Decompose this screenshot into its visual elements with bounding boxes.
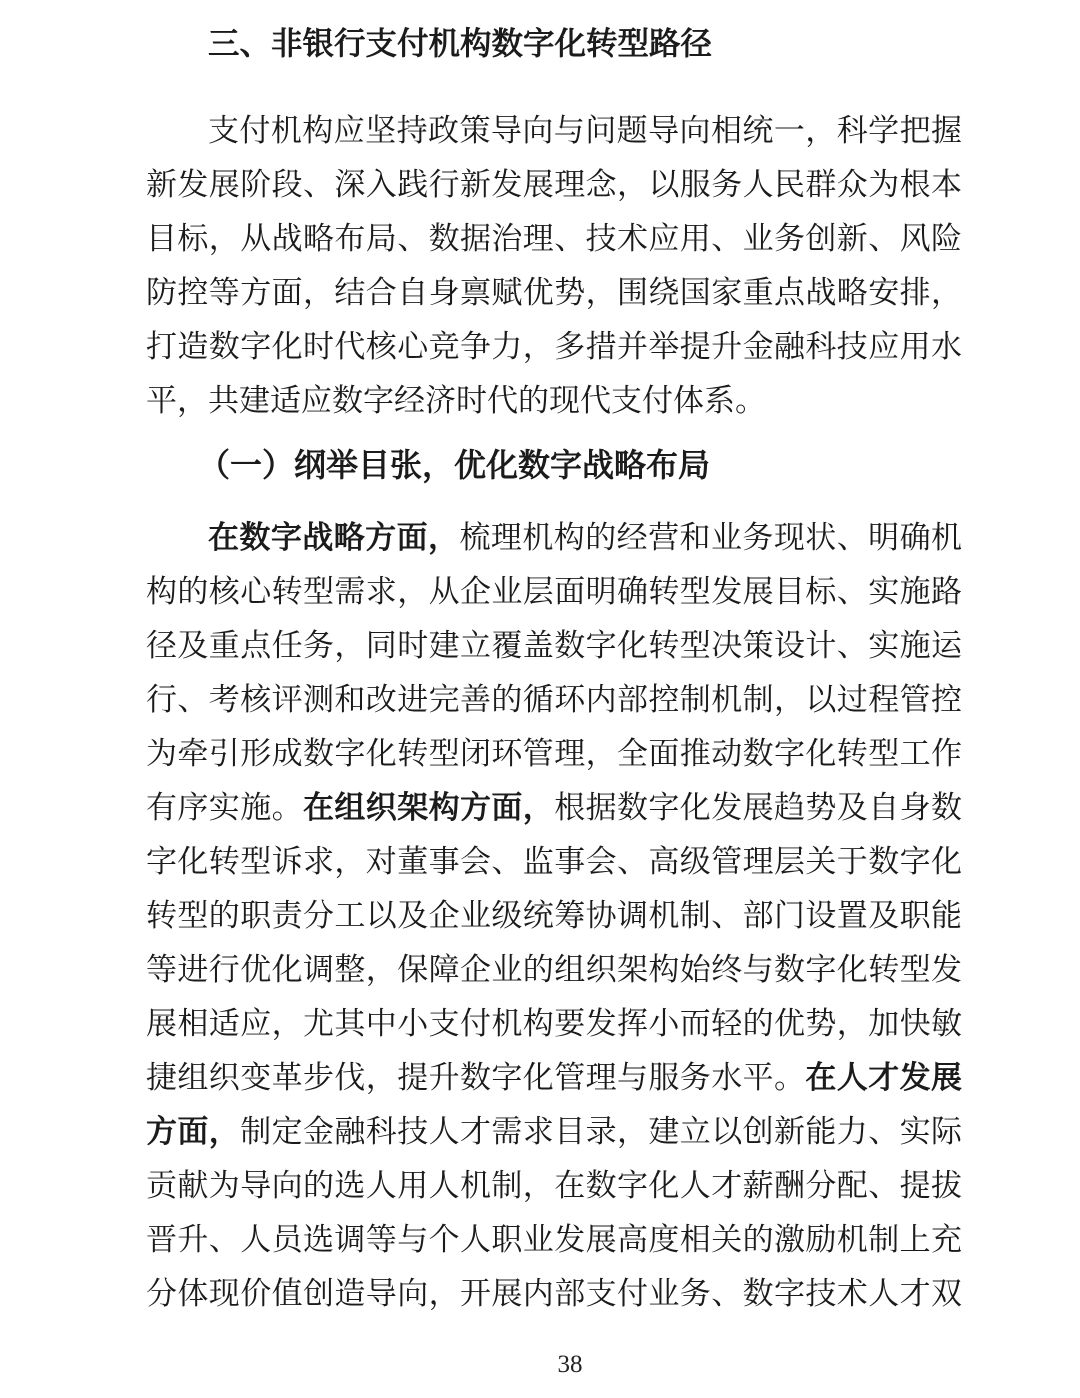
document-title: 三、非银行支付机构数字化转型路径: [208, 25, 713, 61]
text-run: 新发展阶段、深入践行新发展理念，以服务人民群众为根本: [146, 167, 962, 202]
text-line: [146, 997, 962, 1051]
text-run: 支付机构应坚持政策导向与问题导向相统一，科学把握: [208, 113, 962, 148]
text-run: 为牵引形成数字化转型闭环管理，全面推动数字化转型工作: [146, 736, 962, 771]
page-number: 38: [557, 1351, 583, 1378]
strategy-paragraph: [146, 511, 962, 1321]
document-content: [146, 0, 962, 1321]
text-line: [146, 1051, 962, 1105]
text-run: 径及重点任务，同时建立覆盖数字化转型决策设计、实施运: [146, 628, 962, 663]
document-body: [146, 104, 962, 1321]
text-run: 展相适应，尤其中小支付机构要发挥小而轻的优势，加快敏: [146, 1006, 962, 1041]
text-run: 分体现价值创造导向，开展内部支付业务、数字技术人才双: [146, 1276, 962, 1311]
text-line: [146, 565, 962, 619]
text-run: 打造数字化时代核心竞争力，多措并举提升金融科技应用水: [146, 329, 962, 364]
text-line: [146, 212, 962, 266]
bold-run: 方面，: [146, 1114, 241, 1149]
text-line: [146, 673, 962, 727]
text-line: [146, 374, 962, 428]
text-run: 捷组织变革步伐，提升数字化管理与服务水平。: [146, 1060, 806, 1095]
text-line: [146, 781, 962, 835]
text-run: 目标，从战略布局、数据治理、技术应用、业务创新、风险: [146, 221, 962, 256]
text-line: [146, 1213, 962, 1267]
text-line: [146, 1267, 962, 1321]
text-run: 梳理机构的经营和业务现状、明确机: [459, 520, 963, 555]
text-run: 晋升、人员选调等与个人职业发展高度相关的激励机制上充: [146, 1222, 962, 1257]
text-run: 构的核心转型需求，从企业层面明确转型发展目标、实施路: [146, 574, 962, 609]
section-heading-1: （一）纲举目张，优化数字战略布局: [198, 447, 711, 483]
bold-run: 在人才发展: [805, 1060, 963, 1095]
text-run: 等进行优化调整，保障企业的组织架构始终与数字化转型发: [146, 952, 962, 987]
text-run: 贡献为导向的选人用人机制，在数字化人才薪酬分配、提拔: [146, 1168, 962, 1203]
text-line: [146, 104, 962, 158]
text-line: [146, 727, 962, 781]
text-line: [146, 1105, 962, 1159]
text-line: [146, 266, 962, 320]
text-line: [146, 1159, 962, 1213]
text-line: [146, 889, 962, 943]
bold-run: 在组织架构方面，: [303, 790, 555, 825]
text-line: [146, 158, 962, 212]
text-line: [146, 835, 962, 889]
text-line: [146, 320, 962, 374]
text-line: [146, 943, 962, 997]
text-run: 根据数字化发展趋势及自身数: [554, 790, 963, 825]
text-run: 转型的职责分工以及企业级统筹协调机制、部门设置及职能: [146, 898, 962, 933]
text-run: 平，共建适应数字经济时代的现代支付体系。: [146, 383, 766, 418]
text-run: 制定金融科技人才需求目录，建立以创新能力、实际: [240, 1114, 963, 1149]
bold-run: 在数字战略方面，: [208, 520, 460, 555]
intro-paragraph: [146, 104, 962, 428]
text-line: [146, 619, 962, 673]
text-run: 防控等方面，结合自身禀赋优势，围绕国家重点战略安排，: [146, 275, 962, 310]
text-run: 行、考核评测和改进完善的循环内部控制机制，以过程管控: [146, 682, 962, 717]
text-line: [146, 511, 962, 565]
text-run: 字化转型诉求，对董事会、监事会、高级管理层关于数字化: [146, 844, 962, 879]
text-run: 有序实施。: [146, 790, 303, 825]
